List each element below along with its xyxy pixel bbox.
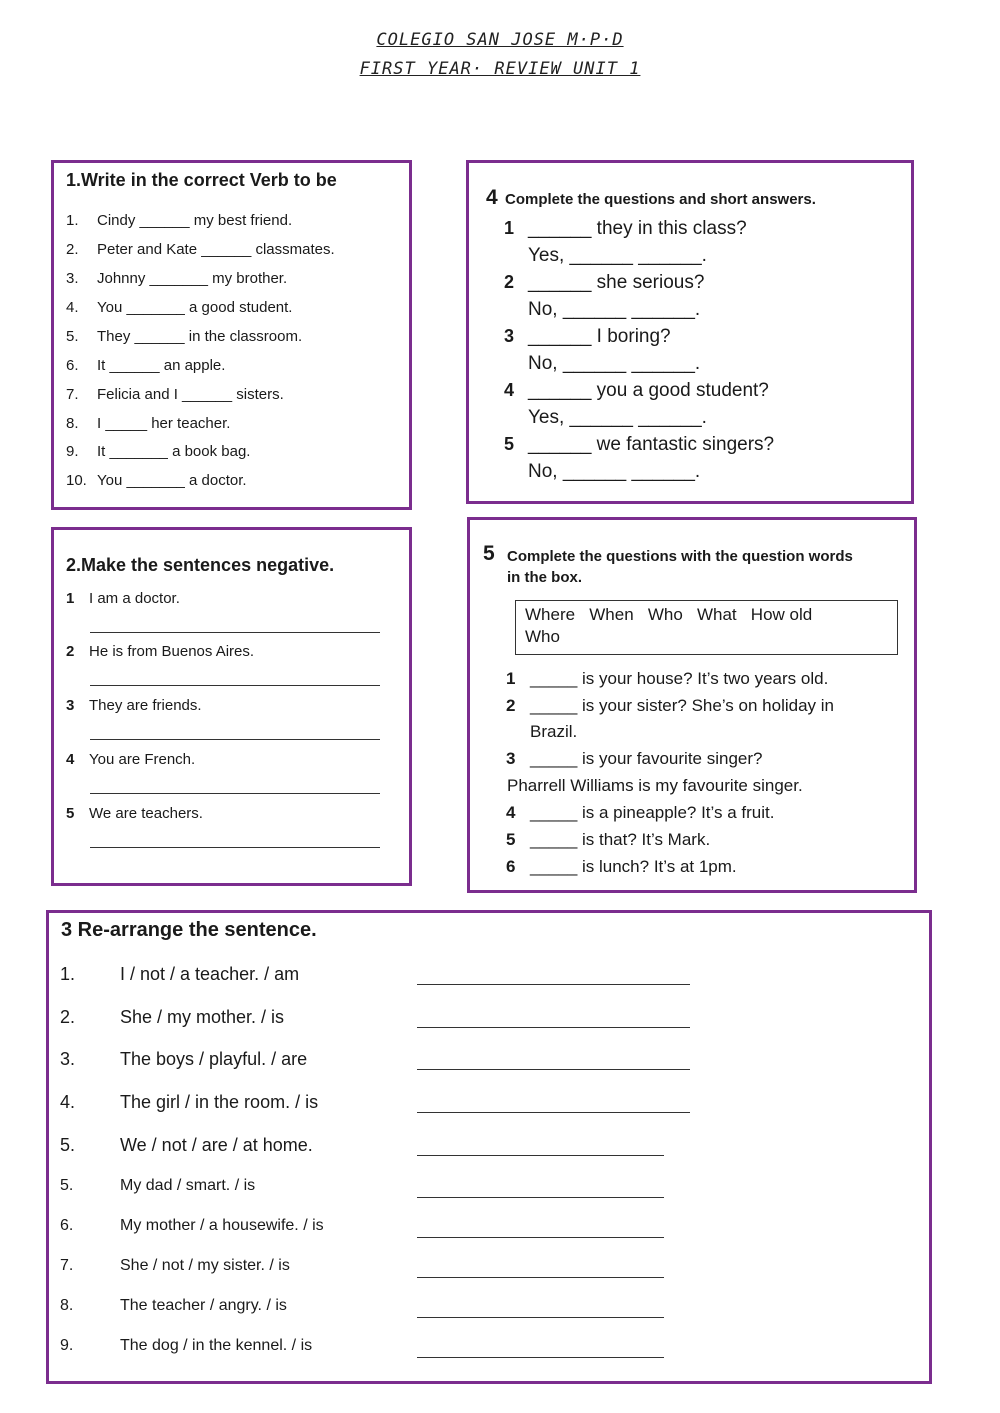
item-number: 1. [60,964,76,984]
exercise-4-title: Complete the questions and short answers. [505,191,816,208]
item-number: 9. [66,443,79,460]
question-line: _____ is your favourite singer? [530,749,763,768]
fill-in-sentence: Johnny _______ my brother. [97,270,288,287]
item-number: 4 [66,751,75,768]
item-number: 1 [504,218,515,238]
sentence-to-negate: He is from Buenos Aires. [89,643,255,660]
school-name: COLEGIO SAN JOSE M·P·D [376,30,624,50]
jumbled-sentence: The boys / playful. / are [120,1049,308,1069]
exercise-2-title: 2.Make the sentences negative. [66,555,335,575]
short-answer: No, ______ ______. [528,461,701,482]
jumbled-sentence: She / not / my sister. / is [120,1257,290,1274]
item-number: 5. [60,1135,76,1155]
question: ______ I boring? [528,326,671,347]
fill-in-sentence: They ______ in the classroom. [97,328,303,345]
exercise-5-title-line1: Complete the questions with the question words [507,548,853,565]
short-answer: Yes, ______ ______. [528,245,707,266]
item-number: 2 [66,643,75,660]
answer-line[interactable] [417,1027,690,1028]
item-number: 6. [66,357,79,374]
jumbled-sentence: We / not / are / at home. [120,1135,313,1155]
short-answer: Yes, ______ ______. [528,407,707,428]
question-line: _____ is your house? It’s two years old. [530,669,829,688]
item-number: 2 [506,696,516,715]
answer-line[interactable] [90,685,380,686]
item-number: 5 [504,434,515,454]
item-number: 5. [66,328,79,345]
item-number: 9. [60,1337,74,1354]
item-number: 4. [60,1092,76,1112]
item-number: 7. [60,1257,74,1274]
fill-in-sentence: I _____ her teacher. [97,415,231,432]
item-number: 6. [60,1217,74,1234]
answer-line[interactable] [417,1277,664,1278]
answer-line[interactable] [417,1155,664,1156]
fill-in-sentence: Cindy ______ my best friend. [97,212,293,229]
question: ______ you a good student? [528,380,769,401]
answer-line[interactable] [417,1069,690,1070]
question-continuation: Brazil. [530,722,578,741]
item-number: 3 [506,749,516,768]
jumbled-sentence: The girl / in the room. / is [120,1092,319,1112]
item-number: 1. [66,212,79,229]
jumbled-sentence: She / my mother. / is [120,1007,285,1027]
item-number: 2 [504,272,515,292]
question-words-line1: Where When Who What How old [525,605,813,624]
item-number: 3. [66,270,79,287]
item-number: 1 [66,590,75,607]
exercise-3-title: 3 Re-arrange the sentence. [61,919,317,941]
item-number: 4 [504,380,515,400]
item-number: 3 [66,697,75,714]
answer-line[interactable] [417,1317,664,1318]
question-line: _____ is your sister? She’s on holiday in [530,696,834,715]
jumbled-sentence: My dad / smart. / is [120,1177,256,1194]
exercise-5-title-line2: in the box. [507,569,582,586]
jumbled-sentence: My mother / a housewife. / is [120,1217,324,1234]
jumbled-sentence: The dog / in the kennel. / is [120,1337,313,1354]
question: ______ we fantastic singers? [528,434,775,455]
sentence-to-negate: I am a doctor. [89,590,180,607]
item-number: 3. [60,1049,76,1069]
fill-in-sentence: It ______ an apple. [97,357,226,374]
question-continuation: Pharrell Williams is my favourite singer. [507,776,803,795]
answer-line[interactable] [417,1237,664,1238]
item-number: 2. [60,1007,76,1027]
answer-line[interactable] [90,793,380,794]
answer-line[interactable] [90,632,380,633]
answer-line[interactable] [417,984,690,985]
item-number: 8. [60,1297,74,1314]
fill-in-sentence: You _______ a good student. [97,299,293,316]
worksheet-subtitle: FIRST YEAR· REVIEW UNIT 1 [359,59,641,79]
item-number: 2. [66,241,79,258]
fill-in-sentence: Felicia and I ______ sisters. [97,386,284,403]
fill-in-sentence: You _______ a doctor. [97,472,247,489]
item-number: 1 [506,669,516,688]
item-number: 8. [66,415,79,432]
sentence-to-negate: They are friends. [89,697,202,714]
question-words-line2: Who [525,627,560,646]
item-number: 6 [506,857,516,876]
answer-line[interactable] [417,1357,664,1358]
item-number: 5. [60,1177,74,1194]
question-line: _____ is lunch? It’s at 1pm. [530,857,737,876]
item-number: 5 [506,830,516,849]
fill-in-sentence: It _______ a book bag. [97,443,251,460]
answer-line[interactable] [90,739,380,740]
exercise-1-title: 1.Write in the correct Verb to be [66,170,337,190]
answer-line[interactable] [417,1197,664,1198]
sentence-to-negate: You are French. [89,751,196,768]
short-answer: No, ______ ______. [528,299,701,320]
question: ______ they in this class? [528,218,747,239]
sentence-to-negate: We are teachers. [89,805,203,822]
item-number: 10. [66,472,87,489]
fill-in-sentence: Peter and Kate ______ classmates. [97,241,335,258]
answer-line[interactable] [90,847,380,848]
answer-line[interactable] [417,1112,690,1113]
exercise-4-number: 4 [486,186,498,209]
jumbled-sentence: I / not / a teacher. / am [120,964,300,984]
item-number: 7. [66,386,79,403]
question-line: _____ is that? It’s Mark. [530,830,711,849]
item-number: 5 [66,805,75,822]
question: ______ she serious? [528,272,705,293]
question-line: _____ is a pineapple? It’s a fruit. [530,803,775,822]
short-answer: No, ______ ______. [528,353,701,374]
jumbled-sentence: The teacher / angry. / is [120,1297,287,1314]
exercise-5-number: 5 [483,542,495,565]
item-number: 3 [504,326,515,346]
item-number: 4. [66,299,79,316]
item-number: 4 [506,803,516,822]
